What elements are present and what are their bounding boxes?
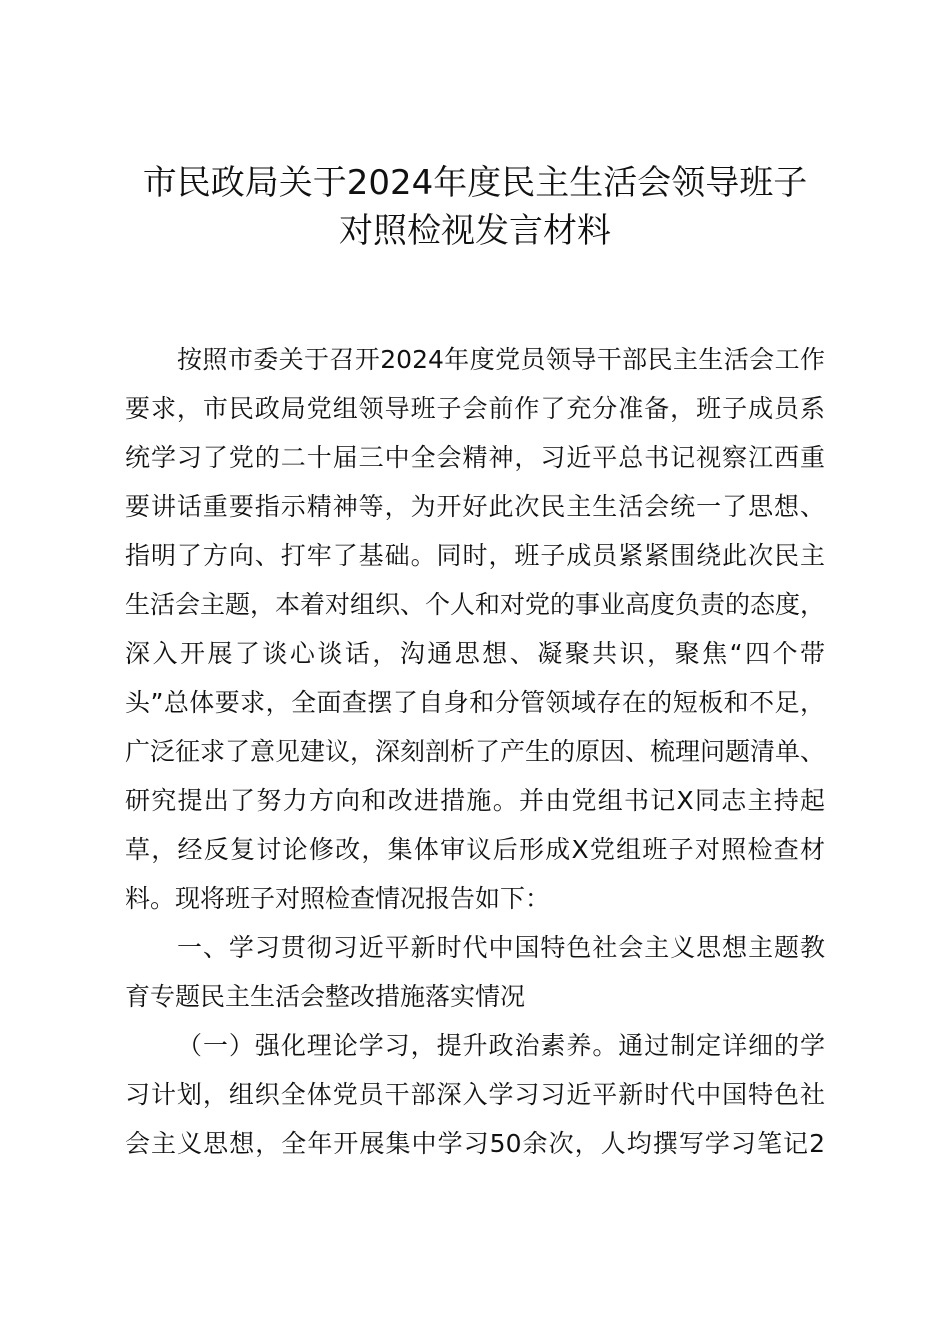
paragraph-line: 指明了方向、打牢了基础。同时，班子成员紧紧围绕此次民主 xyxy=(125,541,825,570)
paragraph-line: 按照市委关于召开2024年度党员领导干部民主生活会工作 xyxy=(177,345,825,374)
document-title-line-1: 市民政局关于2024年度民主生活会领导班子 xyxy=(142,163,808,203)
paragraph-line: 头”总体要求，全面查摆了自身和分管领域存在的短板和不足， xyxy=(125,688,825,717)
paragraph-line: 料。现将班子对照检查情况报告如下： xyxy=(125,884,551,913)
paragraph-line: 草，经反复讨论修改，集体审议后形成X党组班子对照检查材 xyxy=(125,835,825,864)
paragraph-line: 深入开展了谈心谈话，沟通思想、凝聚共识，聚焦“四个带 xyxy=(125,639,825,668)
document-body xyxy=(125,335,825,1168)
paragraph-line: 习计划，组织全体党员干部深入学习习近平新时代中国特色社 xyxy=(125,1080,825,1109)
paragraph-line: 要讲话重要指示精神等，为开好此次民主生活会统一了思想、 xyxy=(125,492,825,521)
paragraph-line: 广泛征求了意见建议，深刻剖析了产生的原因、梳理问题清单、 xyxy=(125,737,826,766)
section-heading-line: 一、学习贯彻习近平新时代中国特色社会主义思想主题教 xyxy=(177,933,825,962)
subsection-line: （一）强化理论学习，提升政治素养。通过制定详细的学 xyxy=(177,1031,825,1060)
document-title-line-2: 对照检视发言材料 xyxy=(339,211,611,251)
paragraph-line: 统学习了党的二十届三中全会精神，习近平总书记视察江西重 xyxy=(125,443,825,472)
paragraph-line: 研究提出了努力方向和改进措施。并由党组书记X同志主持起 xyxy=(125,786,825,815)
paragraph-line: 生活会主题，本着对组织、个人和对党的事业高度负责的态度， xyxy=(125,590,826,619)
section-heading-line: 育专题民主生活会整改措施落实情况 xyxy=(125,982,526,1011)
paragraph-line: 会主义思想，全年开展集中学习50余次，人均撰写学习笔记2 xyxy=(125,1129,825,1158)
paragraph-line: 要求，市民政局党组领导班子会前作了充分准备，班子成员系 xyxy=(125,394,825,423)
